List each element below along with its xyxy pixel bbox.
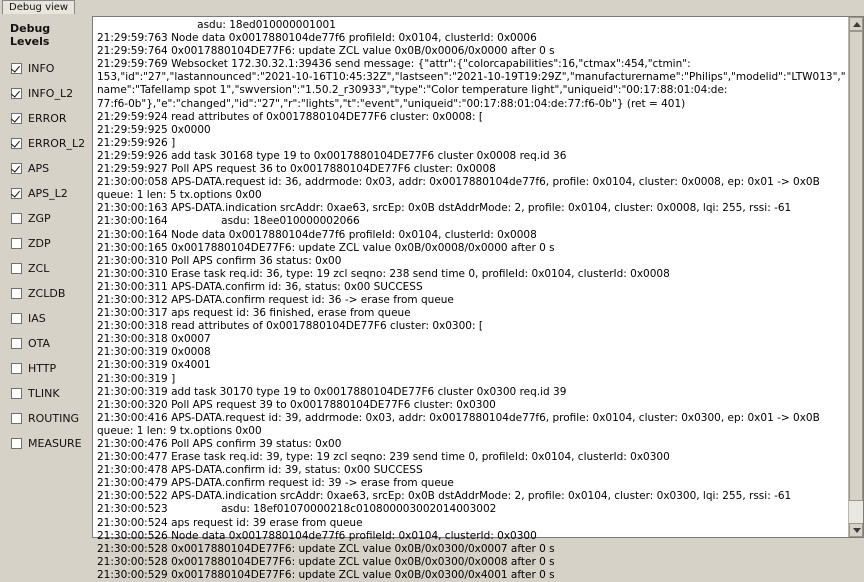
checkbox-error_l2[interactable] — [11, 138, 22, 149]
debug-level-row-error_l2[interactable] — [8, 131, 90, 156]
debug-level-row-aps[interactable] — [8, 156, 90, 181]
log-line: 21:29:59:764 0x0017880104DE77F6: update ZCL value 0x0B/0x0006/0x0000 after 0 s — [97, 45, 555, 58]
log-line: queue: 1 len: 9 tx.options 0x00 — [97, 424, 262, 437]
checkbox-http[interactable] — [11, 363, 22, 374]
log-line: 21:30:00:312 APS-DATA.confirm request id: 36 -> erase from queue — [97, 293, 454, 306]
checkbox-label: ZGP — [28, 212, 51, 225]
log-line: 21:30:00:163 APS-DATA.indication srcAddr: 0xae63, srcEp: 0x0B dstAddrMode: 2, profile: 0x0104, cluster: 0x0008, lqi: 255, rssi: -61 — [97, 202, 792, 215]
log-line: 21:30:00:058 APS-DATA.request id: 36, addrmode: 0x03, addr: 0x0017880104de77f6, profile: 0x0104, cluster: 0x0008, ep: 0x01 -> 0x0B — [97, 176, 820, 189]
log-line: 21:30:00:320 Poll APS request 39 to 0x0017880104DE77F6 cluster: 0x0300 — [97, 398, 496, 411]
log-line: asdu: 18ed010000001001 — [97, 19, 336, 31]
log-line: 21:30:00:416 APS-DATA.request id: 39, addrmode: 0x03, addr: 0x0017880104de77f6, profile: 0x0104, cluster: 0x0300, ep: 0x01 -> 0x0B — [97, 411, 820, 424]
log-line: 21:30:00:319 add task 30170 type 19 to 0x0017880104DE77F6 cluster 0x0300 req.id 39 — [97, 385, 567, 398]
chevron-up-icon — [853, 22, 861, 27]
checkbox-label: TLINK — [28, 387, 60, 400]
checkbox-label: APS — [28, 162, 50, 175]
log-line: 21:30:00:311 APS-DATA.confirm id: 36, status: 0x00 SUCCESS — [97, 280, 423, 293]
scroll-thumb[interactable] — [849, 31, 863, 501]
checkbox-tlink[interactable] — [11, 388, 22, 399]
checkbox-measure[interactable] — [11, 438, 22, 449]
chevron-down-icon — [853, 528, 861, 533]
checkbox-label: IAS — [28, 312, 46, 325]
log-output-area — [92, 16, 864, 581]
checkbox-label: HTTP — [28, 362, 57, 375]
checkbox-zcldb[interactable] — [11, 288, 22, 299]
debug-level-row-info[interactable] — [8, 56, 90, 81]
debug-level-row-zcl[interactable] — [8, 256, 90, 281]
log-line: 21:30:00:319 0x4001 — [97, 359, 211, 372]
debug-level-row-zgp[interactable] — [8, 206, 90, 231]
debug-level-row-tlink[interactable] — [8, 381, 90, 406]
log-line: 21:30:00:526 Node data 0x0017880104de77f6 profileId: 0x0104, clusterId: 0x0300 — [97, 529, 537, 542]
debug-levels-list — [8, 56, 90, 456]
checkbox-aps_l2[interactable] — [11, 188, 22, 199]
debug-level-row-info_l2[interactable] — [8, 81, 90, 106]
log-line: 21:30:00:477 Erase task req.id: 39, type: 19 zcl seqno: 239 send time 0, profileId: 0x0104, clusterId: 0x0300 — [97, 451, 670, 464]
log-line: 21:30:00:478 APS-DATA.confirm id: 39, status: 0x00 SUCCESS — [97, 464, 423, 477]
checkbox-ias[interactable] — [11, 313, 22, 324]
window-title: Debug view — [2, 0, 75, 14]
debug-level-row-ias[interactable] — [8, 306, 90, 331]
checkbox-zcl[interactable] — [11, 263, 22, 274]
checkbox-label: ERROR_L2 — [28, 137, 86, 150]
log-line: 21:29:59:924 read attributes of 0x0017880104DE77F6 cluster: 0x0008: [ — [97, 110, 483, 123]
panel-title: Debug Levels — [10, 22, 51, 48]
checkbox-ota[interactable] — [11, 338, 22, 349]
log-vertical-scrollbar[interactable] — [848, 17, 863, 537]
log-line: 21:30:00:522 APS-DATA.indication srcAddr: 0xae63, srcEp: 0x0B dstAddrMode: 2, profile: 0x0104, cluster: 0x0300, lqi: 255, rssi: -61 — [97, 490, 792, 503]
checkbox-label: ZCLDB — [28, 287, 66, 300]
checkbox-info[interactable] — [11, 63, 22, 74]
checkbox-label: ROUTING — [28, 412, 80, 425]
checkbox-zgp[interactable] — [11, 213, 22, 224]
checkbox-label: INFO_L2 — [28, 87, 74, 100]
debug-level-row-zdp[interactable] — [8, 231, 90, 256]
log-text — [93, 17, 848, 581]
debug-level-row-aps_l2[interactable] — [8, 181, 90, 206]
checkbox-label: MEASURE — [28, 437, 82, 450]
log-line: 21:30:00:310 Erase task req.id: 36, type: 19 zcl seqno: 238 send time 0, profileId: 0x0104, clusterId: 0x0008 — [97, 267, 670, 280]
scroll-up-button[interactable] — [849, 17, 863, 31]
window-titlebar — [0, 0, 800, 14]
log-line: 21:29:59:769 Websocket 172.30.32.1:39436 send message: {"attr":{"colorcapabilities":16,"ctmax":454,"ctmin": — [97, 58, 691, 71]
checkbox-label: OTA — [28, 337, 51, 350]
scroll-down-button[interactable] — [849, 523, 863, 537]
checkbox-label: APS_L2 — [28, 187, 68, 200]
log-line: 153,"id":"27","lastannounced":"2021-10-16T10:45:32Z","lastseen":"2021-10-19T19:29Z","manufacturername":"Philips","modelid":"LTW013"," — [97, 71, 846, 84]
debug-level-row-measure[interactable] — [8, 431, 90, 456]
debug-level-row-routing[interactable] — [8, 406, 90, 431]
log-line: 21:30:00:529 0x0017880104DE77F6: update ZCL value 0x0B/0x0300/0x4001 after 0 s — [97, 568, 555, 581]
checkbox-error[interactable] — [11, 113, 22, 124]
checkbox-aps[interactable] — [11, 163, 22, 174]
log-line: 21:29:59:763 Node data 0x0017880104de77f6 profileId: 0x0104, clusterId: 0x0006 — [97, 32, 537, 45]
log-line: 21:29:59:925 0x0000 — [97, 123, 211, 136]
log-line: queue: 1 len: 5 tx.options 0x00 — [97, 189, 262, 202]
log-line: 21:30:00:479 APS-DATA.confirm request id: 39 -> erase from queue — [97, 477, 454, 490]
log-line: 21:30:00:476 Poll APS confirm 39 status: 0x00 — [97, 438, 342, 450]
checkbox-zdp[interactable] — [11, 238, 22, 249]
log-line: name":"Tafellamp spot 1","swversion":"1.50.2_r30933","type":"Color temperature light","uniqueid":"00:17:88:01:04:de: — [97, 84, 728, 97]
log-line: 21:30:00:310 Poll APS confirm 36 status: 0x00 — [97, 254, 342, 267]
checkbox-label: ZCL — [28, 262, 50, 275]
log-line: 21:30:00:319 0x0008 — [97, 346, 211, 359]
debug-level-row-http[interactable] — [8, 356, 90, 381]
checkbox-routing[interactable] — [11, 413, 22, 424]
debug-levels-panel — [4, 16, 90, 538]
log-line: 21:30:00:528 0x0017880104DE77F6: update ZCL value 0x0B/0x0300/0x0007 after 0 s — [97, 542, 555, 555]
log-line: 21:30:00:318 0x0007 — [97, 333, 211, 346]
debug-level-row-ota[interactable] — [8, 331, 90, 356]
log-line: 21:29:59:926 add task 30168 type 19 to 0x0017880104DE77F6 cluster 0x0008 req.id 36 — [97, 149, 567, 162]
checkbox-label: INFO — [28, 62, 55, 75]
log-line: 77:f6-0b"},"e":"changed","id":"27","r":"lights","t":"event","uniqueid":"00:17:88:01:04:de:77:f6-0b"} (ret = 401) — [97, 97, 686, 110]
checkbox-label: ERROR — [28, 112, 67, 125]
debug-level-row-error[interactable] — [8, 106, 90, 131]
log-line: 21:30:00:165 0x0017880104DE77F6: update ZCL value 0x0B/0x0008/0x0000 after 0 s — [97, 241, 555, 254]
log-line: 21:30:00:319 ] — [97, 372, 176, 385]
window-content — [0, 14, 846, 581]
checkbox-label: ZDP — [28, 237, 51, 250]
log-line: 21:30:00:523 asdu: 18ef01070000218c010800003002014003002 — [97, 503, 497, 516]
log-line: 21:30:00:317 aps request id: 36 finished, erase from queue — [97, 307, 411, 320]
debug-level-row-zcldb[interactable] — [8, 281, 90, 306]
log-line: 21:29:59:926 ] — [97, 136, 176, 149]
log-line: 21:30:00:318 read attributes of 0x0017880104DE77F6 cluster: 0x0300: [ — [97, 320, 483, 333]
log-line: 21:30:00:164 Node data 0x0017880104de77f6 profileId: 0x0104, clusterId: 0x0008 — [97, 228, 537, 241]
log-line: 21:30:00:164 asdu: 18ee010000002066 — [97, 215, 360, 228]
checkbox-info_l2[interactable] — [11, 88, 22, 99]
log-line: 21:30:00:528 0x0017880104DE77F6: update ZCL value 0x0B/0x0300/0x0008 after 0 s — [97, 555, 555, 568]
log-line: 21:29:59:927 Poll APS request 36 to 0x0017880104DE77F6 cluster: 0x0008 — [97, 163, 496, 176]
log-line: 21:30:00:524 aps request id: 39 erase from queue — [97, 516, 363, 529]
